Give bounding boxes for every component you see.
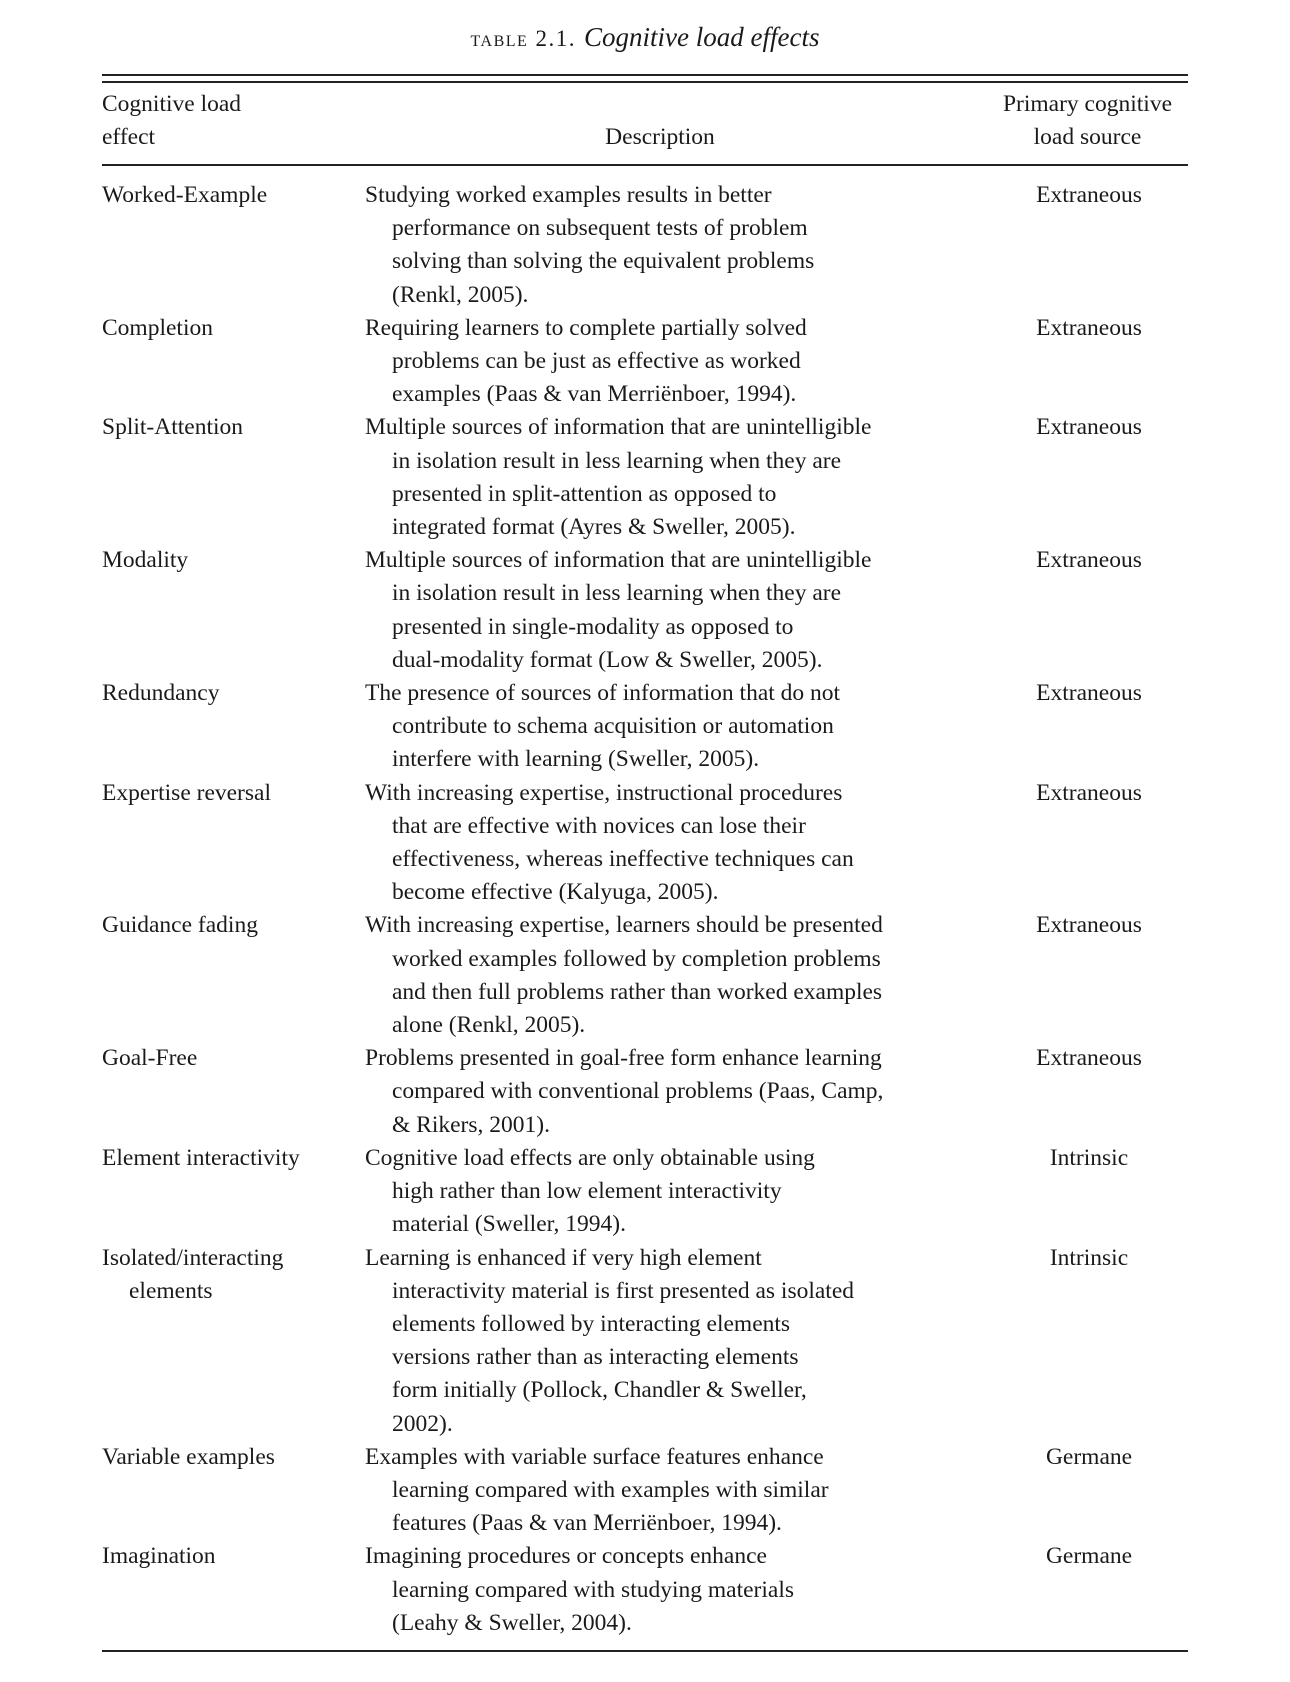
description-line: effectiveness, whereas ineffective techniques can [392,846,854,873]
effect-line: Variable examples [102,1443,275,1470]
description-line: With increasing expertise, instructional procedures [365,779,843,806]
table-row [102,909,1188,1042]
description-line: performance on subsequent tests of problem [392,215,808,242]
top-rule-2 [102,81,1188,83]
description-line: With increasing expertise, learners should be presented [365,912,883,939]
description-line: presented in split-attention as opposed to [392,480,777,507]
header-rule [102,164,1188,166]
effect-cell [102,1540,365,1640]
description-line: become effective (Kalyuga, 2005). [392,879,719,906]
description-line: Requiring learners to complete partially solved [365,314,807,341]
effect-line: Completion [102,314,213,341]
table-row [102,312,1188,412]
description-line: Learning is enhanced if very high element [365,1244,762,1271]
description-line: Studying worked examples results in better [365,182,772,208]
description-line: Multiple sources of information that are unintelligible [365,547,872,574]
effect-line: Redundancy [102,680,220,707]
source-cell: Germane [1045,1543,1133,1570]
description-line: features (Paas & van Merriënboer, 1994). [392,1510,782,1537]
effect-line: Imagination [102,1543,216,1570]
table-title [0,22,1290,53]
header-effect [102,88,241,154]
source-cell: Intrinsic [1049,1144,1129,1171]
effect-line: Element interactivity [102,1144,300,1171]
source-cell: Extraneous [1036,547,1142,574]
effect-line: Guidance fading [102,912,258,939]
description-line: Examples with variable surface features enhance [365,1443,824,1470]
table-row [102,1441,1188,1541]
description-line: (Renkl, 2005). [392,281,529,308]
description-cell [365,179,990,312]
effect-cell [102,777,365,910]
header-source-line: load source [1033,124,1142,151]
description-line: contribute to schema acquisition or automation [392,713,834,740]
description-cell [365,1540,990,1640]
effect-cell [102,1441,365,1541]
description-cell [365,677,990,777]
table-row [102,1242,1188,1441]
table-body [102,179,1188,1640]
description-cell [365,1242,990,1441]
description-line: learning compared with studying materials [392,1576,795,1603]
table-number: table 2.1. [470,26,577,51]
description-line: in isolation result in less learning when they are [392,580,842,607]
description-line: (Leahy & Sweller, 2004). [392,1609,632,1636]
description-line: integrated format (Ayres & Sweller, 2005). [392,514,796,541]
effect-cell [102,1242,365,1441]
description-line: in isolation result in less learning when they are [392,447,842,474]
description-cell [365,777,990,910]
description-line: solving than solving the equivalent problems [392,248,815,275]
effect-line: elements [129,1277,213,1304]
description-line: versions rather than as interacting elements [392,1344,799,1371]
description-line: Imagining procedures or concepts enhance [365,1543,767,1570]
header-source-line: Primary cognitive [1002,91,1173,117]
effect-line: Goal-Free [102,1045,198,1072]
header-description: Description [605,124,715,150]
description-line: compared with conventional problems (Paas, Camp, [392,1078,884,1105]
source-cell: Intrinsic [1049,1244,1129,1271]
description-line: problems can be just as effective as worked [392,348,801,375]
header-effect-line: effect [102,124,156,151]
table-row [102,677,1188,777]
table-row [102,1042,1188,1142]
table-row [102,777,1188,910]
source-cell: Extraneous [1036,680,1142,707]
description-cell [365,544,990,677]
description-line: and then full problems rather than worked examples [392,978,883,1005]
source-cell: Extraneous [1036,314,1142,341]
table-row [102,179,1188,312]
description-line: learning compared with examples with similar [392,1476,829,1503]
description-line: interactivity material is first presented as isolated [392,1277,855,1304]
source-cell: Extraneous [1036,1045,1142,1072]
description-line: alone (Renkl, 2005). [392,1012,586,1039]
description-line: that are effective with novices can lose their [392,812,806,839]
description-cell [365,411,990,544]
effect-line: Modality [102,547,189,574]
header-source [985,88,1190,154]
effect-line: Expertise reversal [102,779,271,806]
table-row [102,411,1188,544]
effect-cell [102,179,365,312]
description-cell [365,1142,990,1242]
effect-line: Worked-Example [102,182,268,208]
description-line: examples (Paas & van Merriënboer, 1994). [392,381,797,408]
table-row [102,1142,1188,1242]
description-line: worked examples followed by completion problems [392,945,881,972]
description-line: Problems presented in goal-free form enhance learning [365,1045,882,1072]
source-cell: Extraneous [1036,779,1142,806]
effect-cell [102,312,365,412]
source-cell: Extraneous [1036,182,1142,208]
description-line: material (Sweller, 1994). [392,1211,626,1238]
description-line: & Rikers, 2001). [392,1111,550,1138]
source-cell: Extraneous [1036,912,1142,939]
bottom-rule [102,1650,1188,1652]
source-cell: Germane [1045,1443,1133,1470]
table-row [102,1540,1188,1640]
source-cell: Extraneous [1036,414,1142,441]
table-row [102,544,1188,677]
description-line: 2002). [392,1410,453,1437]
header-effect-line: Cognitive load [102,91,242,117]
table-caption: Cognitive load effects [584,22,820,52]
description-cell [365,312,990,412]
description-line: The presence of sources of information that do not [365,680,841,707]
effect-line: Split-Attention [102,414,243,441]
effect-cell [102,544,365,677]
effect-cell [102,677,365,777]
description-line: Cognitive load effects are only obtainable using [365,1144,815,1171]
description-cell [365,909,990,1042]
top-rule-1 [102,74,1188,76]
effect-cell [102,1142,365,1242]
effect-cell [102,909,365,1042]
description-line: elements followed by interacting elements [392,1310,791,1337]
description-line: interfere with learning (Sweller, 2005). [392,746,760,773]
description-line: Multiple sources of information that are unintelligible [365,414,872,441]
description-line: high rather than low element interactivity [392,1178,782,1205]
description-line: dual-modality format (Low & Sweller, 2005). [392,646,823,673]
effect-cell [102,1042,365,1142]
description-cell [365,1441,990,1541]
description-cell [365,1042,990,1142]
description-line: presented in single-modality as opposed to [392,613,794,640]
effect-cell [102,411,365,544]
effect-line: Isolated/interacting [102,1244,284,1271]
description-line: form initially (Pollock, Chandler & Sweller, [392,1377,807,1404]
